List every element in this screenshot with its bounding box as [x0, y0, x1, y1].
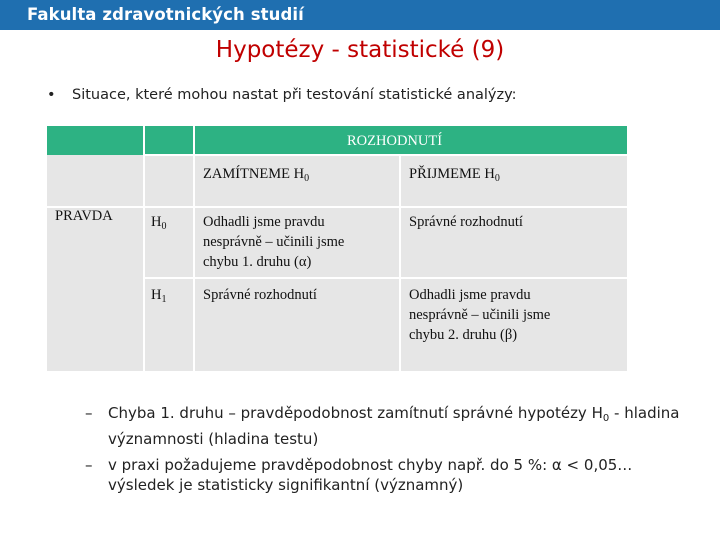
- bullet-dot: •: [47, 87, 56, 103]
- row-h1-sub: 1: [161, 294, 167, 305]
- bullet-item: [47, 87, 517, 103]
- h1-accept-cell: [409, 285, 550, 345]
- h0-reject-line: chybu 1. druhu (α): [203, 254, 312, 270]
- note-text: Chyba 1. druhu – pravděpodobnost zamítnutí správné hypotézy H: [108, 404, 603, 422]
- col-accept-header: [409, 164, 500, 189]
- header-bar: [0, 0, 720, 30]
- col-reject-label: ZAMÍTNEME H: [203, 166, 305, 182]
- grid-line: [143, 277, 627, 279]
- row-h1-text: H: [151, 287, 162, 303]
- dash-mark: –: [85, 404, 93, 422]
- row-h0-text: H: [151, 214, 162, 230]
- col-accept-label: PŘIJMEME H: [409, 166, 495, 182]
- h0-accept-cell: Správné rozhodnutí: [409, 214, 523, 230]
- notes-list: [85, 403, 685, 501]
- grid-line: [399, 155, 401, 371]
- grid-line: [47, 206, 627, 208]
- faculty-name: Fakulta zdravotnických studií: [27, 5, 304, 24]
- grid-line: [193, 126, 195, 371]
- col-reject-header: [203, 164, 309, 189]
- h1-accept-line: Odhadli jsme pravdu: [409, 287, 531, 303]
- h0-reject-cell: [203, 212, 344, 272]
- decision-table: [47, 126, 627, 371]
- grid-line: [143, 154, 627, 156]
- h1-accept-line: chybu 2. druhu (β): [409, 327, 518, 343]
- slide-title: Hypotézy - statistické (9): [215, 37, 505, 63]
- note-item: [85, 403, 685, 449]
- h1-accept-line: nesprávně – učinili jsme: [409, 307, 551, 323]
- h0-reject-line: Odhadli jsme pravdu: [203, 214, 325, 230]
- note-text-after: - hladina významnosti (hladina testu): [108, 404, 680, 448]
- bullet-text: Situace, které mohou nastat při testování statistické analýzy:: [72, 87, 517, 103]
- decision-header: ROZHODNUTÍ: [347, 133, 443, 149]
- row-h1-label: [151, 285, 166, 310]
- grid-line: [143, 126, 145, 371]
- col-accept-sub: 0: [494, 173, 500, 184]
- row-h0-label: [151, 212, 166, 237]
- truth-label: PRAVDA: [55, 208, 113, 224]
- note-item: [85, 455, 685, 495]
- truth-column: [47, 207, 144, 371]
- note-text: v praxi požadujeme pravděpodobnost chyby např. do 5 %: α < 0,05…výsledek je statisticky signifikantní (významný): [108, 456, 633, 494]
- row-h0-sub: 0: [161, 221, 167, 232]
- col-reject-sub: 0: [304, 173, 310, 184]
- column-header-row: [47, 155, 627, 207]
- dash-mark: –: [85, 456, 93, 474]
- note-sub: 0: [602, 413, 610, 424]
- h1-reject-cell: Správné rozhodnutí: [203, 287, 317, 303]
- h0-reject-line: nesprávně – učinili jsme: [203, 234, 345, 250]
- table-header-row: [47, 126, 627, 155]
